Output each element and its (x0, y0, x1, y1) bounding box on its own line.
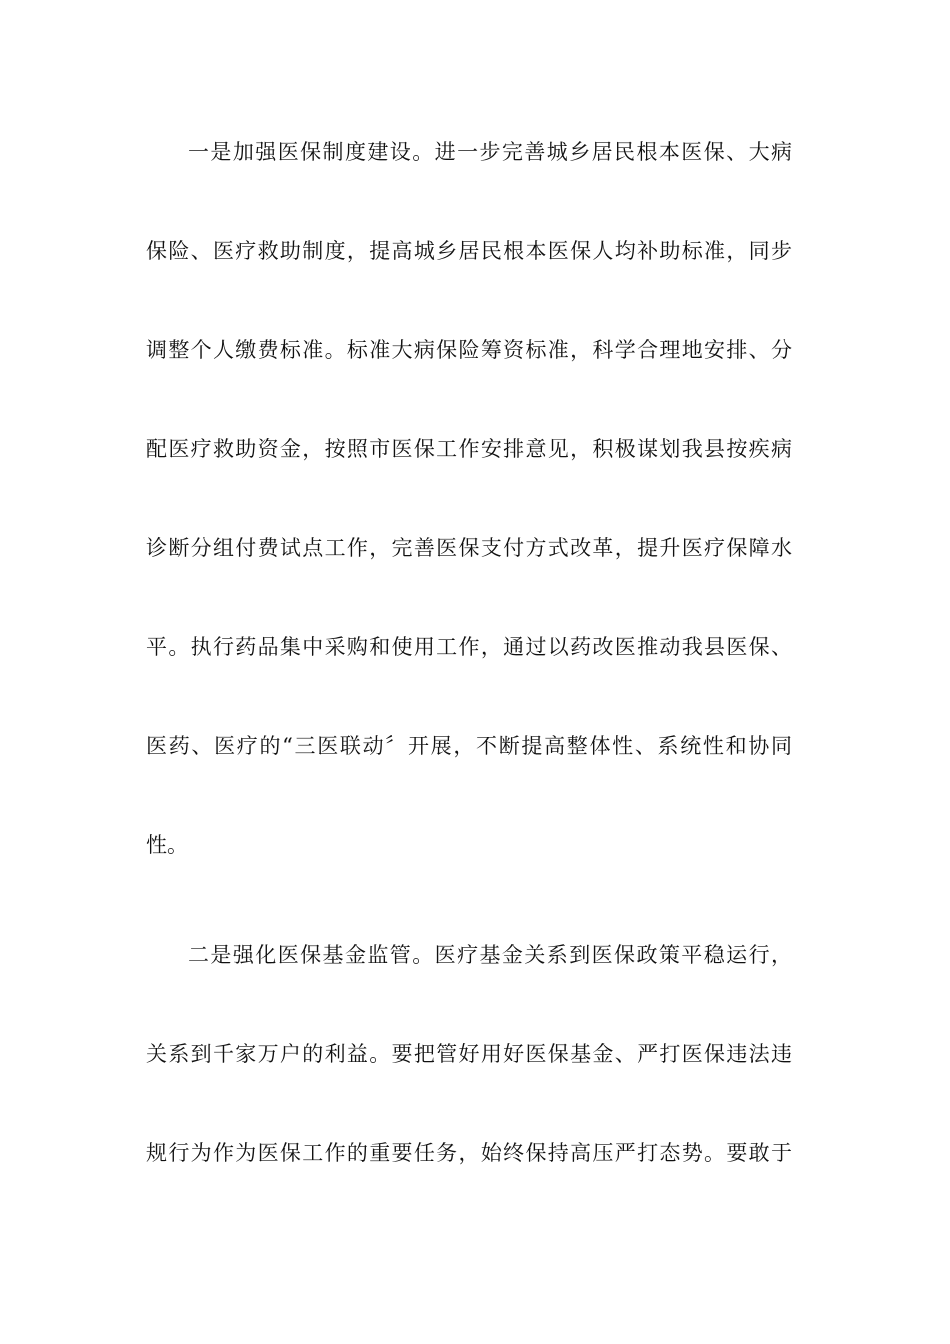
paragraph-1-line-6: 平。执行药品集中采购和使用工作，通过以药改医推动我县医保、 (146, 635, 792, 659)
paragraph-1-line-3: 调整个人缴费标准。标准大病保险筹资标准，科学合理地安排、分 (146, 338, 792, 362)
paragraph-1-line-5: 诊断分组付费试点工作，完善医保支付方式改革，提升医疗保障水 (146, 536, 792, 560)
paragraph-1-line-1: 一是加强医保制度建设。进一步完善城乡居民根本医保、大病 (188, 140, 792, 164)
paragraph-2-line-1: 二是强化医保基金监管。医疗基金关系到医保政策平稳运行， (188, 943, 792, 967)
paragraph-1-line-4: 配医疗救助资金，按照市医保工作安排意见，积极谋划我县按疾病 (146, 437, 792, 461)
paragraph-2-line-3: 规行为作为医保工作的重要任务，始终保持高压严打态势。要敢于 (146, 1141, 792, 1165)
paragraph-2-line-2: 关系到千家万户的利益。要把管好用好医保基金、严打医保违法违 (146, 1042, 792, 1066)
paragraph-1-line-8: 性。 (146, 833, 188, 857)
paragraph-1-line-2: 保险、医疗救助制度，提高城乡居民根本医保人均补助标准，同步 (146, 239, 792, 263)
paragraph-1-line-7: 医药、医疗的“三医联动〞开展，不断提高整体性、系统性和协同 (146, 734, 792, 758)
